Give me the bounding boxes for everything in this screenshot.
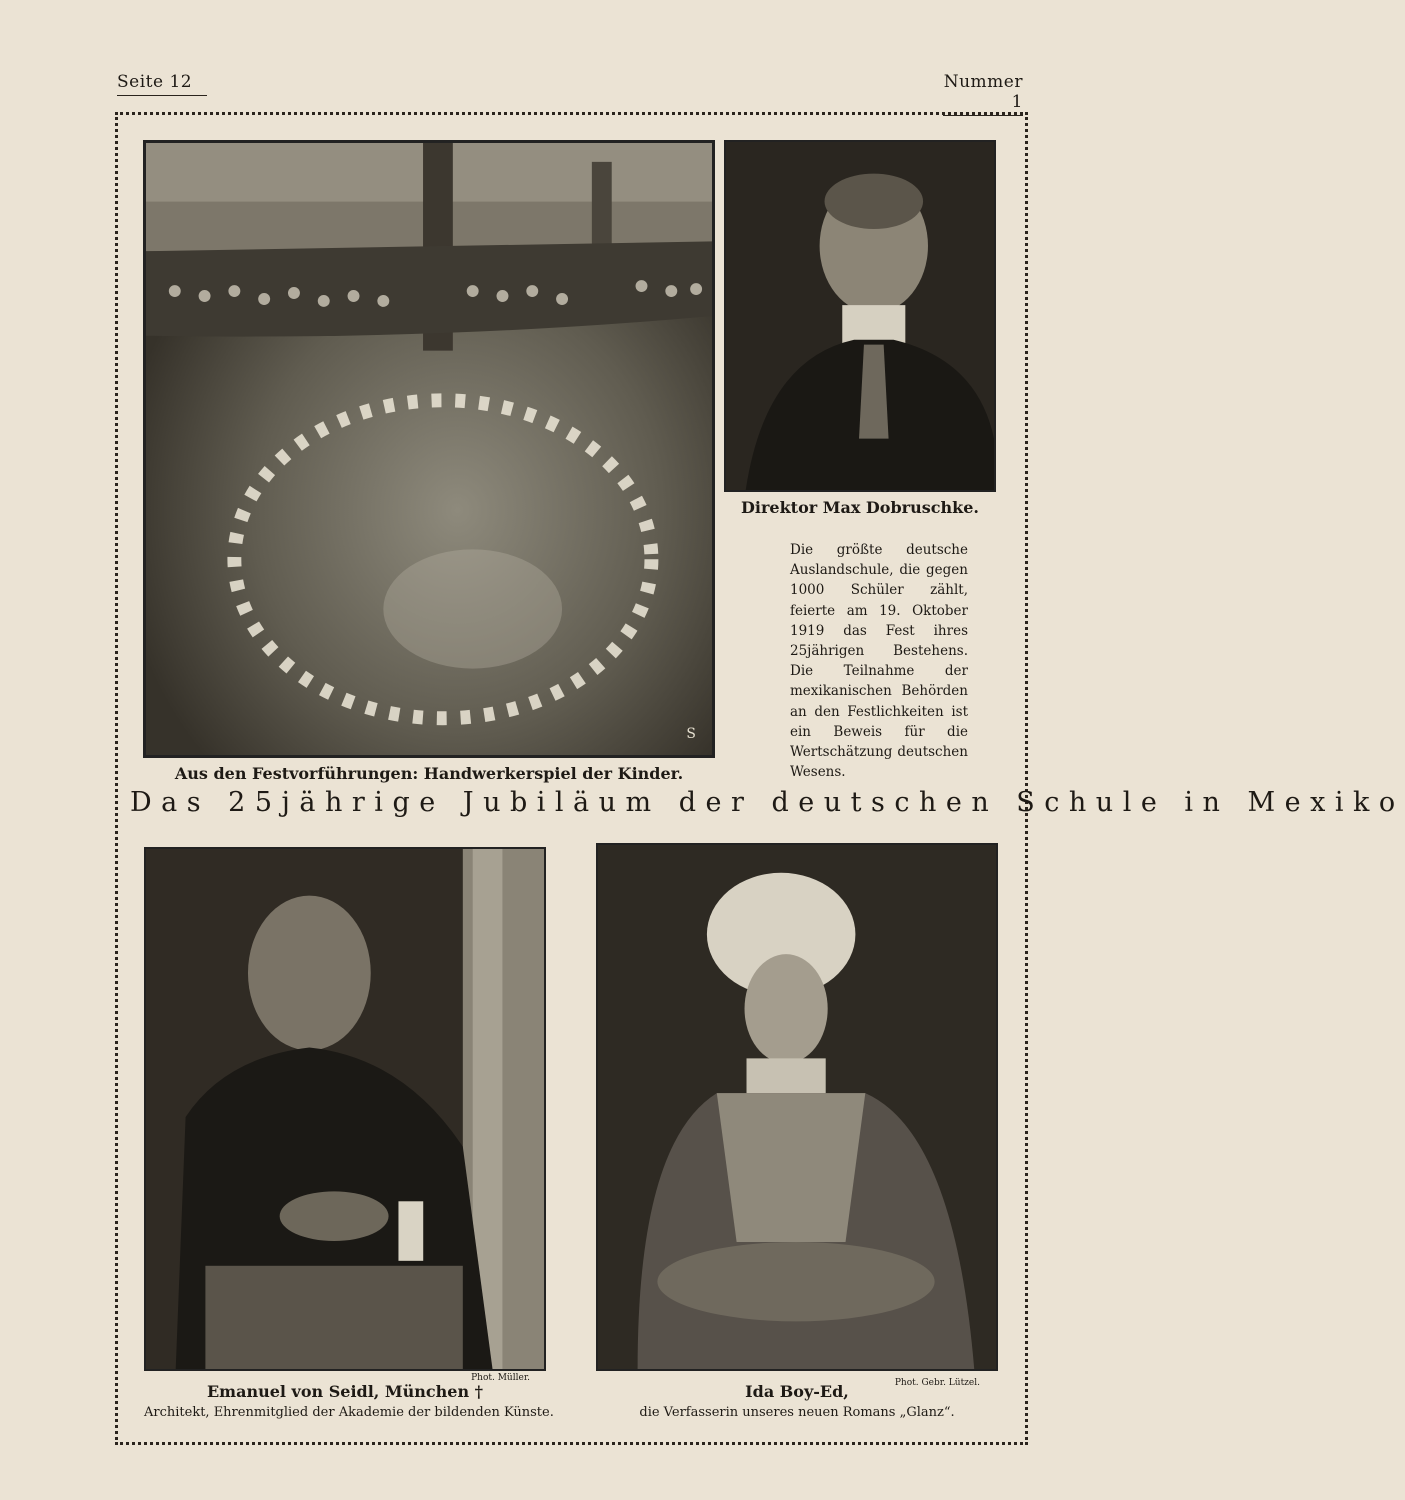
festival-caption: Aus den Festvorführungen: Handwerkerspiel der Kinder. <box>174 764 684 783</box>
photo-monogram: S <box>686 726 696 743</box>
page-number: Seite 12 <box>117 72 207 96</box>
director-caption: Direktor Max Dobruschke. <box>741 498 979 517</box>
article-text: Die größte deutsche Auslandschule, die gegen 1000 Schüler zählt, feierte am 19. Oktober 1919 das Fest ihres 25jährigen Bestehens. Die Teilnahme der mexikanischen Behörden an den Festlichkeiten ist ein Beweis für die Wertschätzung deutschen Wesens. <box>790 542 968 781</box>
page-headline: Das 25jährige Jubiläum der deutschen Schule in Mexiko <box>130 787 1405 818</box>
issue-number: Nummer 1 <box>943 72 1023 116</box>
director-portrait <box>724 140 996 492</box>
festival-photo <box>143 140 715 758</box>
seidl-subcaption: Architekt, Ehrenmitglied der Akademie der bildenden Künste. <box>144 1405 554 1420</box>
seidl-portrait <box>144 847 546 1371</box>
boyed-caption: Ida Boy-Ed, <box>745 1382 849 1401</box>
boyed-photo-credit: Phot. Gebr. Lützel. <box>894 1378 980 1388</box>
seidl-caption: Emanuel von Seidl, München † <box>206 1382 484 1401</box>
boyed-subcaption: die Verfasserin unseres neuen Romans „Glanz“. <box>639 1405 955 1420</box>
boyed-portrait <box>596 843 998 1371</box>
seidl-photo-credit: Phot. Müller. <box>471 1373 530 1383</box>
